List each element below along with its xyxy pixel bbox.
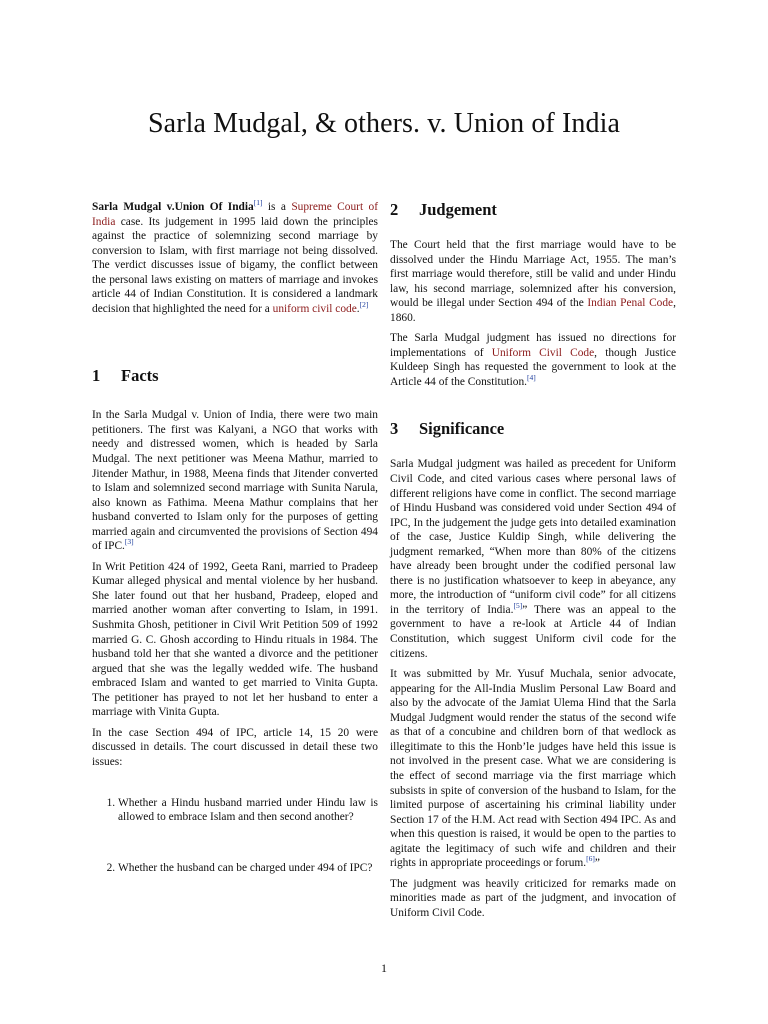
section-number: 2 bbox=[390, 200, 399, 219]
intro-text-1: is a bbox=[262, 201, 292, 213]
intro-bold-lead: Sarla Mudgal v.Union Of India bbox=[92, 201, 254, 213]
significance-paragraph-3: The judgment was heavily criticized for remarks made on minorities made as part of the judgment, and invocation of Uniform Civil Code. bbox=[390, 877, 676, 919]
citation-6[interactable]: [6] bbox=[586, 854, 595, 864]
judgement-paragraph-1 bbox=[390, 238, 676, 325]
list-item: 1. Whether a Hindu husband married under Hindu law is allowed to embrace Islam and then second another? bbox=[118, 796, 378, 825]
citation-3[interactable]: [3] bbox=[124, 537, 134, 547]
section-title: Facts bbox=[121, 366, 159, 386]
intro-text-2: case. Its judgement in 1995 laid down the principles against the practice of solemnizing second marriage by conversion to Islam, with first marriage not being dissolved. The verdict discusses issue of bigamy, the conflict between the personal laws existing on matters of marriage and invokes article 44 of Indian Constitution. It is considered a landmark decision that highlighted the need for a bbox=[92, 215, 378, 315]
judgement-text: The Sarla Mudgal judgment has issued no directions for implementations of bbox=[390, 332, 676, 359]
citation-4[interactable]: [4] bbox=[527, 373, 536, 383]
section-title: Judgement bbox=[419, 200, 497, 219]
facts-text: In the Sarla Mudgal v. Union of India, there were two main petitioners. The first was Kalyani, a NGO that works with needy and distressed women, which is headed by Sarla Mudgal. The next petitioner was Meena Mathur, married to Jitender Mathur, in 1988, Meena finds that Jitender converted to Islam and solemnized second marriage with Sunita Narula, also known as Fathima. Meena Mathur complains that her husband converted to Islam only for the purposes of getting married again and circumvented the provisions of Section 494 of IPC. bbox=[92, 409, 378, 553]
judgement-text: , 1860. bbox=[390, 297, 676, 324]
issues-list bbox=[92, 796, 378, 876]
significance-text: ” There was an appeal to the government to have a re-look at Article 44 of Indian Constitution, which suggest Uniform civil code for the citizens. bbox=[390, 603, 676, 660]
list-item: 2. Whether the husband can be charged under 494 of IPC? bbox=[118, 861, 378, 876]
judgement-text: , though Justice Kuldeep Singh has requested the government to look at the Article 44 of the Constitution. bbox=[390, 346, 677, 388]
uniform-civil-code-link[interactable]: uniform civil code bbox=[272, 302, 357, 315]
facts-paragraph-1 bbox=[92, 408, 378, 553]
significance-text: Sarla Mudgal judgment was hailed as precedent for Uniform Civil Code, and cited various cases where personal laws of different religions have come in conflict. The second marriage of Hindu Husband was considered void under Section 494 of IPC, In the judgement the judge gets into detailed examination of the case, Justice Kuldip Singh, while delivering the judgment remarked, “When more than 80% of the citizens have already been brought under the codified personal law there is no justification whatsoever to keep in abeyance, any more, the introduction of “uniform civil code” for all citizens in the territory of India. bbox=[390, 458, 676, 616]
section-heading-significance bbox=[390, 419, 676, 439]
section-number: 1 bbox=[92, 366, 101, 386]
section-number: 3 bbox=[390, 419, 399, 439]
document-title: Sarla Mudgal, & others. v. Union of India bbox=[148, 108, 620, 139]
supreme-court-link[interactable]: Supreme Court of India bbox=[92, 201, 379, 228]
significance-paragraph-2 bbox=[390, 667, 676, 871]
section-title: Significance bbox=[419, 419, 505, 439]
significance-text: It was submitted by Mr. Yusuf Muchala, senior advocate, appearing for the All-India Muslim Personal Law Board and also by the advocate of the Jamiat Ulema Hind that the Sarla Mudgal Judgment would render the status of the second wife as that of a concubine and children born of that wedlock as illegitimate to this the Honb’le judges have held this issue is not involved in the present case. What we are considering is the effect of second marriage via the first marriage which subsists in spite of conversion of the husband to Islam, for the limited purpose of ascertaining his criminal liability under Section 17 of the H.M. Act read with Section 494 IPC. As and when this question is raised, it would be open to the parties to agitate the legitimacy of such wife and children and their rights in appropriate proceedings or forum. bbox=[390, 668, 676, 870]
intro-paragraph bbox=[92, 200, 378, 316]
page-number: 1 bbox=[381, 961, 387, 975]
facts-paragraph-3: In the case Section 494 of IPC, article 14, 15 20 were discussed in details. The court discussed in detail these two issues: bbox=[92, 726, 378, 768]
facts-paragraph-2: In Writ Petition 424 of 1992, Geeta Rani, married to Pradeep Kumar alleged physical and mental violence by her husband. She later found out that her husband, Pradeep, eloped and married another woman after converting to Islam, in 1991. Sushmita Ghosh, petitioner in Civil Writ Petition 509 of 1992 married G. C. Ghosh according to Hindu rituals in 1984. The husband told her that she wanted a divorce and the petitioner argued that she was the legally wedded wife. The husband embraced Islam and wanted to get married to Vinita Gupta. The petitioner has prayed to not let her husband to enter a marriage with Vinita Gupta. bbox=[92, 560, 378, 719]
citation-1[interactable]: [1] bbox=[253, 198, 263, 208]
section-heading-facts bbox=[92, 366, 378, 386]
section-heading-judgement bbox=[390, 200, 676, 220]
judgement-text: The Court held that the first marriage would have to be dissolved under the Hindu Marriage Act, 1955. The man’s first marriage would therefore, still be valid and under Hindu law, his second marriage, solemnized after his conversion, would be illegal under Section 494 of the bbox=[390, 239, 676, 310]
left-column bbox=[92, 200, 378, 875]
intro-text-3: . bbox=[356, 302, 360, 315]
indian-penal-code-link[interactable]: Indian Penal Code bbox=[587, 297, 674, 310]
citation-5[interactable]: [5] bbox=[513, 601, 523, 611]
citation-2[interactable]: [2] bbox=[359, 300, 369, 310]
right-column bbox=[390, 200, 676, 926]
judgement-paragraph-2 bbox=[390, 331, 676, 389]
significance-text: ” bbox=[594, 857, 600, 870]
significance-paragraph-1 bbox=[390, 457, 676, 661]
uniform-civil-code-link[interactable]: Uniform Civil Code bbox=[491, 346, 595, 359]
